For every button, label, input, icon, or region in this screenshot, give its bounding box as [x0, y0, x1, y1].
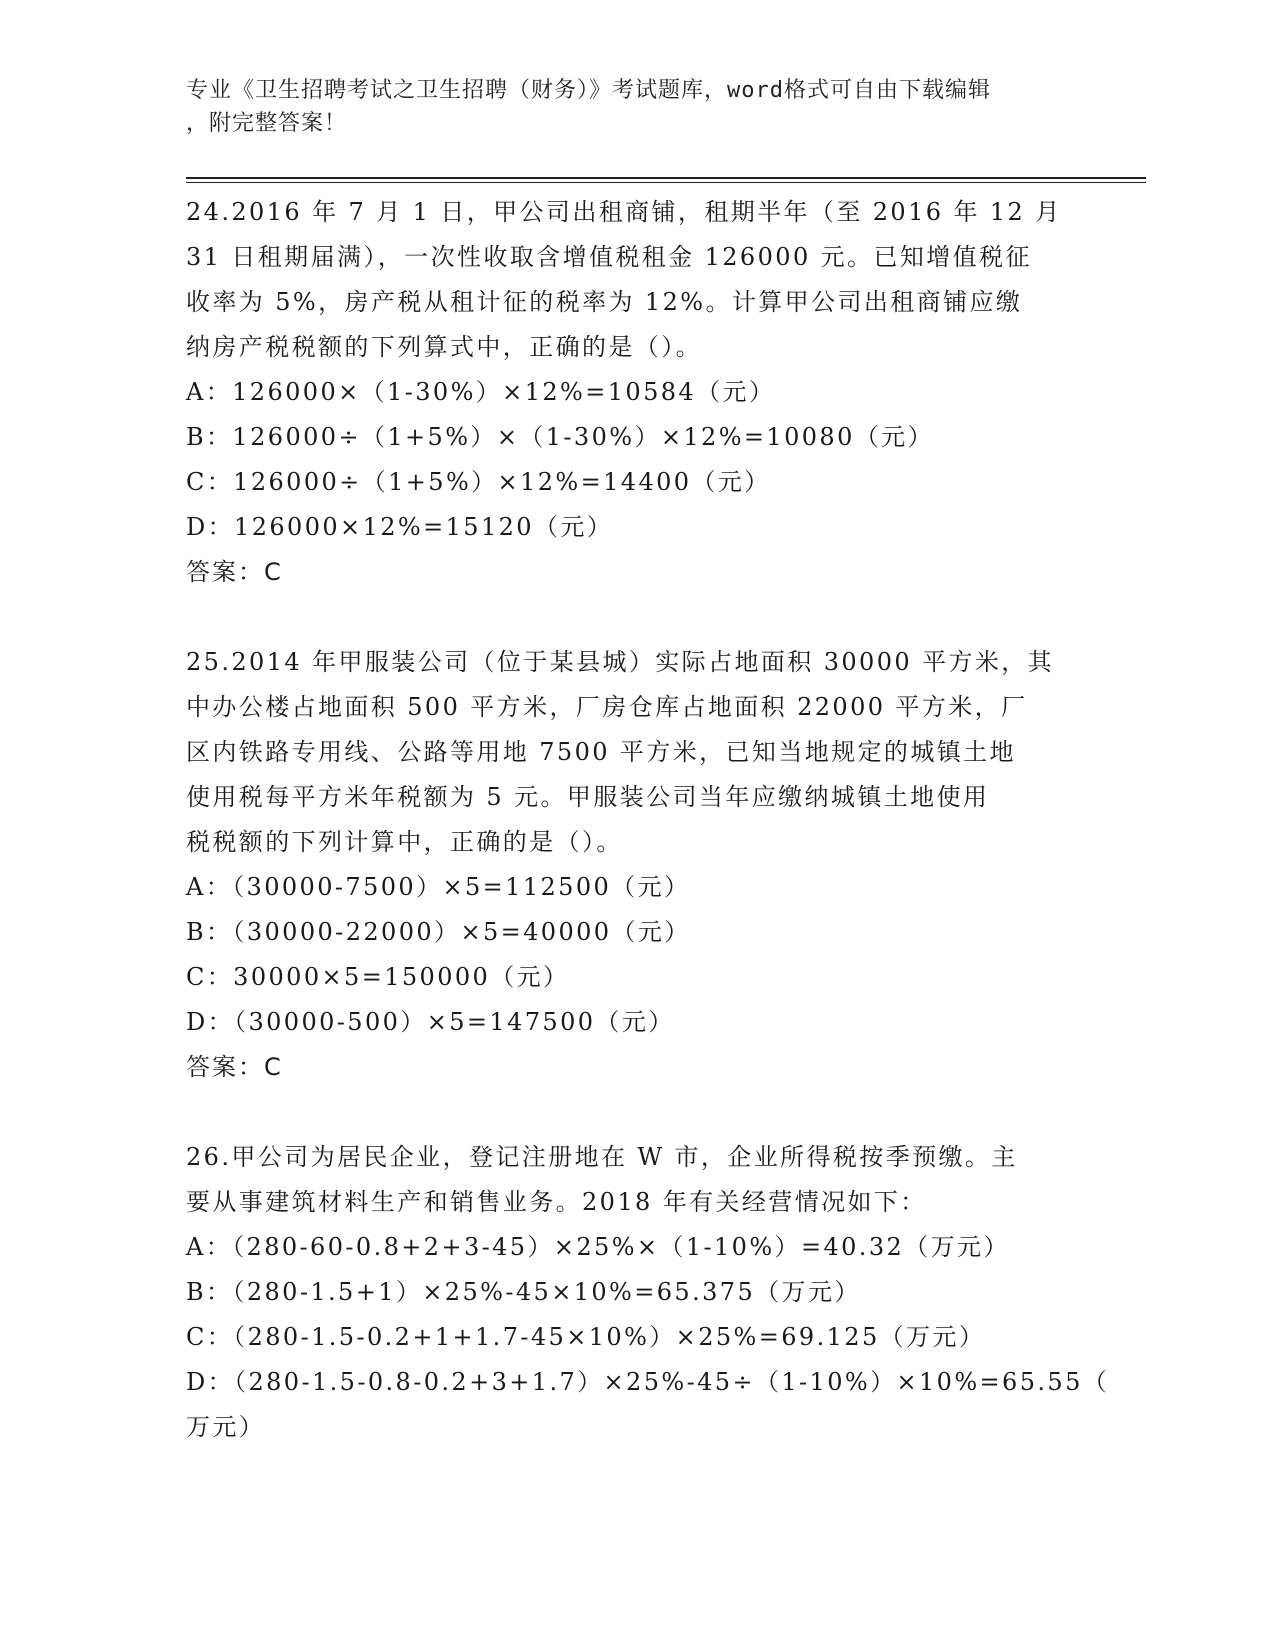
question-stem-line: 要从事建筑材料生产和销售业务。2018 年有关经营情况如下： [186, 1188, 927, 1216]
header-rule-thick [186, 177, 1146, 179]
question-24 [186, 190, 1086, 595]
option-a: A：126000×（1-30%）×12%=10584（元） [186, 378, 776, 406]
option-a: A：（30000-7500）×5=112500（元） [186, 873, 691, 901]
option-c: C：30000×5=150000（元） [186, 963, 570, 991]
document-header [186, 74, 1086, 140]
option-b: B：126000÷（1+5%）×（1-30%）×12%=10080（元） [186, 423, 934, 451]
question-stem-line: 26.甲公司为居民企业，登记注册地在 W 市，企业所得税按季预缴。主 [186, 1143, 1018, 1171]
option-d: D：（280-1.5-0.8-0.2+3+1.7）×25%-45÷（1-10%）×10%=65.55（ [186, 1368, 1110, 1396]
option-b: B：（30000-22000）×5=40000（元） [186, 918, 691, 946]
header-line-2: ，附完整答案！ [186, 111, 348, 136]
question-stem-line: 24.2016 年 7 月 1 日，甲公司出租商铺，租期半年（至 2016 年 12 月 [186, 198, 1062, 226]
option-c: C：（280-1.5-0.2+1+1.7-45×10%）×25%=69.125（万元） [186, 1323, 986, 1351]
option-d: D：126000×12%=15120（元） [186, 513, 614, 541]
question-25 [186, 640, 1086, 1090]
question-stem-line: 25.2014 年甲服装公司（位于某县城）实际占地面积 30000 平方米，其 [186, 648, 1055, 676]
question-stem-line: 使用税每平方米年税额为 5 元。甲服装公司当年应缴纳城镇土地使用 [186, 783, 990, 811]
question-stem-line: 收率为 5%，房产税从租计征的税率为 12%。计算甲公司出租商铺应缴 [186, 288, 1023, 316]
question-stem-line: 31 日租期届满），一次性收取含增值税租金 126000 元。已知增值税征 [186, 243, 1032, 271]
header-rule-thin [186, 182, 1146, 183]
question-stem-line: 中办公楼占地面积 500 平方米，厂房仓库占地面积 22000 平方米，厂 [186, 693, 1028, 721]
option-a: A：（280-60-0.8+2+3-45）×25%×（1-10%）=40.32（万元） [186, 1233, 1010, 1261]
option-d: D：（30000-500）×5=147500（元） [186, 1008, 675, 1036]
answer-label: 答案：C [186, 558, 283, 586]
option-d-continued: 万元） [186, 1413, 266, 1441]
question-stem-line: 税税额的下列计算中，正确的是（）。 [186, 828, 623, 856]
question-stem-line: 区内铁路专用线、公路等用地 7500 平方米，已知当地规定的城镇土地 [186, 738, 1016, 766]
answer-label: 答案：C [186, 1053, 283, 1081]
option-b: B：（280-1.5+1）×25%-45×10%=65.375（万元） [186, 1278, 861, 1306]
question-26 [186, 1135, 1110, 1450]
question-list [186, 190, 1110, 1450]
header-line-1: 专业《卫生招聘考试之卫生招聘（财务）》考试题库，word格式可自由下载编辑 [186, 78, 991, 103]
question-stem-line: 纳房产税税额的下列算式中，正确的是（）。 [186, 333, 702, 361]
question-spacer [186, 1090, 1086, 1135]
question-spacer [186, 595, 1086, 640]
option-c: C：126000÷（1+5%）×12%=14400（元） [186, 468, 771, 496]
